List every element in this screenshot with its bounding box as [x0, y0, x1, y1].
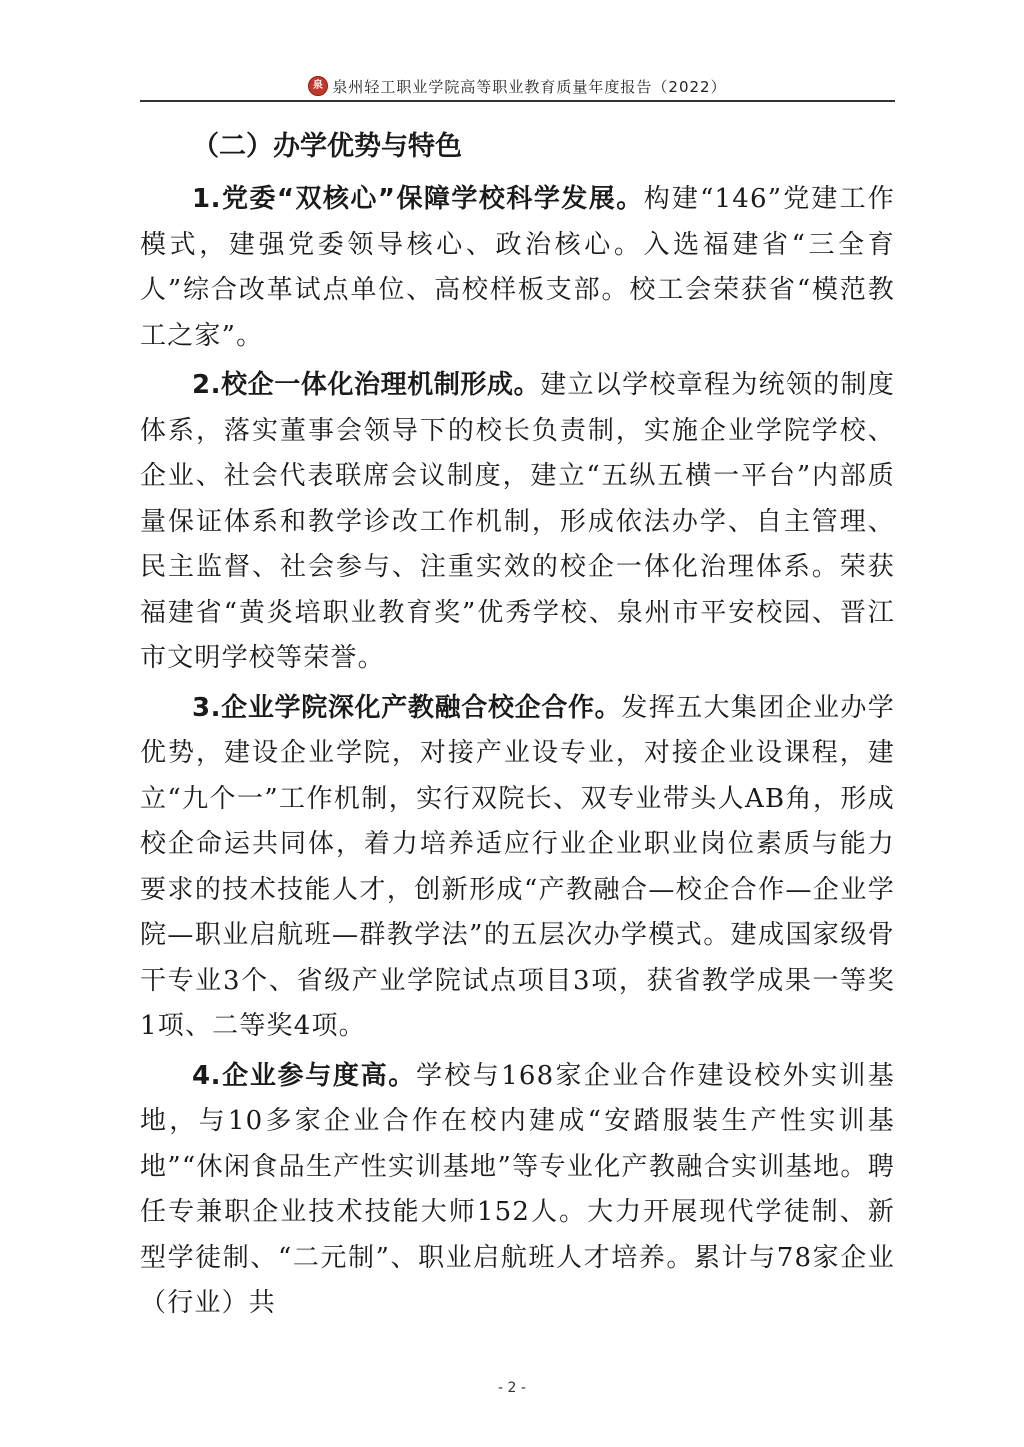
paragraph [140, 363, 895, 682]
main-content [140, 129, 895, 1331]
section-heading: （二）办学优势与特色 [192, 131, 462, 162]
school-logo-icon: 泉 [308, 76, 328, 96]
paragraph-lead: 3.企业学院深化产教融合校企合作。 [192, 692, 622, 723]
page-header [140, 73, 895, 99]
header-rule [140, 100, 895, 102]
header-title: 泉州轻工职业学院高等职业教育质量年度报告（2022） [332, 77, 727, 96]
paragraph-lead: 4.企业参与度高。 [192, 1060, 416, 1091]
paragraph-body: 建立以学校章程为统领的制度体系，落实董事会领导下的校长负责制，实施企业学院学校、企业、社会代表联席会议制度，建立“五纵五横一平台”内部质量保证体系和教学诊改工作机制，形成依法办学、自主管理、民主监督、社会参与、注重实效的校企一体化治理体系。荣获福建省“黄炎培职业教育奖”优秀学校、泉州市平安校园、晋江市文明学校等荣誉。 [140, 370, 895, 673]
paragraph-body: 发挥五大集团企业办学优势，建设企业学院，对接产业设专业，对接企业设课程，建立“九个一”工作机制，实行双院长、双专业带头人AB角，形成校企命运共同体，着力培养适应行业企业职业岗位素质与能力要求的技术技能人才，创新形成“产教融合—校企合作—企业学院—职业启航班—群教学法”的五层次办学模式。建成国家级骨干专业3个、省级产业学院试点项目3项，获省教学成果一等奖1项、二等奖4项。 [140, 692, 895, 1041]
paragraph [140, 1054, 895, 1327]
paragraph-lead: 1.党委“双核心”保障学校科学发展。 [192, 184, 644, 214]
paragraph-lead: 2.校企一体化治理机制形成。 [192, 370, 541, 400]
paragraph-body: 构建“146”党建工作模式，建强党委领导核心、政治核心。入选福建省“三全育人”综合改革试点单位、高校样板支部。校工会荣获省“模范教工之家”。 [140, 184, 895, 351]
paragraph [140, 177, 895, 359]
paragraph-body: 学校与168家企业合作建设校外实训基地，与10多家企业合作在校内建成“安踏服装生产性实训基地”“休闲食品生产性实训基地”等专业化产教融合实训基地。聘任专兼职企业技术技能大师152人。大力开展现代学徒制、新型学徒制、“二元制”、职业启航班人才培养。累计与78家企业（行业）共 [140, 1060, 895, 1318]
paragraph [140, 686, 895, 1050]
page-number: - 2 - [498, 1380, 526, 1396]
